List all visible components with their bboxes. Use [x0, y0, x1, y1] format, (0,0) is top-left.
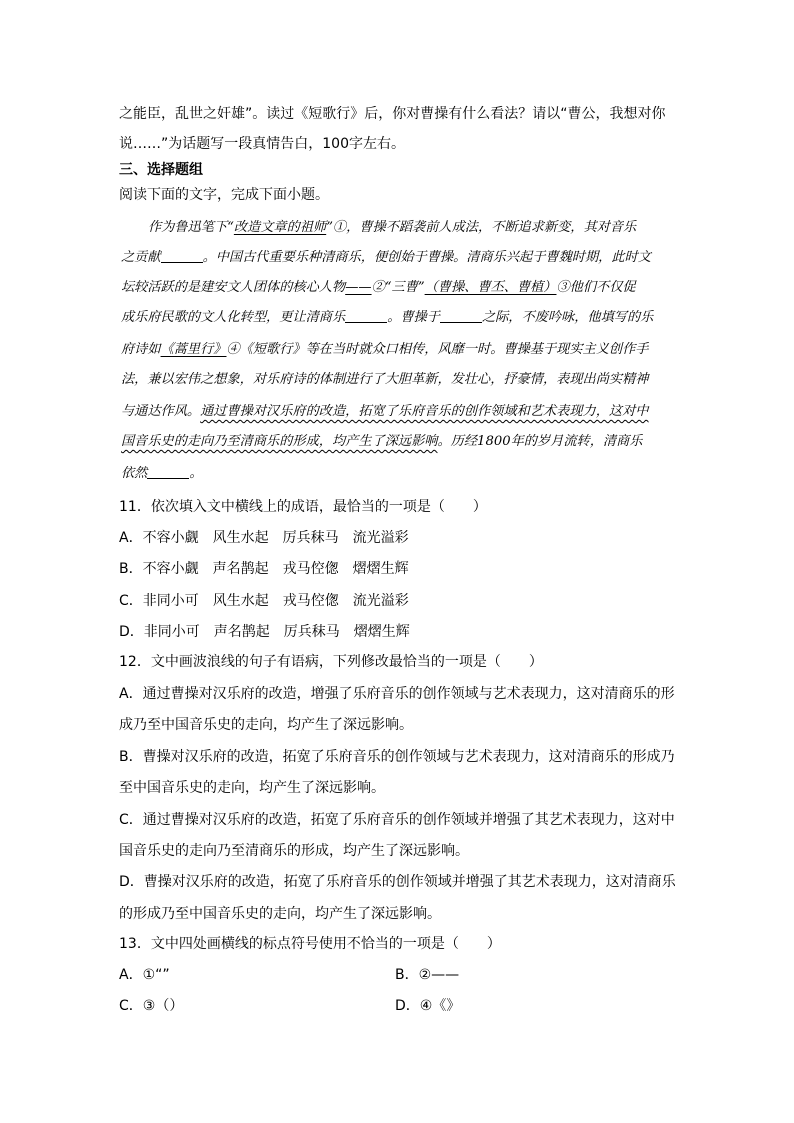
fill-blank-1	[161, 248, 203, 263]
section-instruction: 阅读下面的文字，完成下面小题。	[119, 187, 329, 203]
passage-text: 。中国古代重要乐种清商乐，便创始于曹操。清商乐兴起于曹魏时期，此时文	[202, 250, 651, 265]
underlined-phrase: 改造文章的祖师	[233, 220, 327, 235]
passage-text: 依然	[121, 466, 148, 481]
option-a: A．不容小觑 风生水起 厉兵秣马 流光溢彩	[119, 530, 409, 546]
passage-text: 作为鲁迅笔下“	[148, 220, 234, 235]
passage-line-9	[121, 464, 203, 484]
option-b: B．②——	[395, 967, 460, 983]
question-stem: 13．文中四处画横线的标点符号使用不恰当的一项是（ ）	[119, 936, 501, 952]
passage-text: 之贡献	[121, 250, 161, 265]
option-b-line-2: 至中国音乐史的走向，均产生了深远影响。	[119, 780, 385, 796]
option-c: C．③（）	[119, 998, 184, 1014]
wavy-underlined-sentence: 国音乐史的走向乃至清商乐的形成，均产生了深远影响	[121, 434, 438, 449]
passage-text: 成乐府民歌的文人化转型，更让清商乐	[121, 310, 346, 325]
passage-line-7	[121, 402, 649, 422]
passage-text: 坛较活跃的是建安文人团体的核心人物	[121, 280, 346, 295]
underlined-book-title: 《蒿里行》	[160, 342, 227, 357]
option-c-line-1: C．通过曹操对汉乐府的改造，拓宽了乐府音乐的创作领域并增强了其艺术表现力，这对中	[119, 812, 675, 828]
option-d-line-2: 的形成乃至中国音乐史的走向，均产生了深远影响。	[119, 906, 441, 922]
fill-blank-4	[147, 464, 189, 479]
option-a-line-1: A．通过曹操对汉乐府的改造，增强了乐府音乐的创作领域与艺术表现力，这对清商乐的形	[119, 686, 675, 702]
intro-line-2: 说……”为话题写一段真情告白，100字左右。	[119, 136, 405, 152]
option-a: A．①“”	[119, 967, 170, 983]
option-b: B．不容小觑 声名鹊起 戎马倥偬 熠熠生辉	[119, 561, 409, 577]
underlined-dash: ——	[345, 280, 372, 295]
option-a-line-2: 成乃至中国音乐史的走向，均产生了深远影响。	[119, 717, 413, 733]
passage-text: ②“三曹”	[371, 280, 425, 295]
passage-line-1	[148, 218, 636, 238]
passage-line-3	[121, 278, 636, 298]
option-c: C．非同小可 风生水起 戎马倥偬 流光溢彩	[119, 593, 409, 609]
passage-text: 。	[189, 466, 203, 481]
wavy-underlined-sentence: 通过曹操对汉乐府的改造，拓宽了乐府音乐的创作领域和艺术表现力，这对中	[200, 404, 649, 419]
section-title: 三、选择题组	[119, 162, 203, 178]
underlined-parenthesis: （曹操、曹丕、曹植）	[424, 280, 557, 295]
passage-line-5	[121, 340, 649, 360]
passage-text: ”①，曹操不蹈袭前人成法，不断追求新变，其对音乐	[326, 220, 637, 235]
question-stem: 11．依次填入文中横线上的成语，最恰当的一项是（ ）	[119, 499, 487, 515]
passage-text: 之际，不废吟咏，他填写的乐	[481, 310, 654, 325]
question-stem: 12．文中画波浪线的句子有语病，下列修改最恰当的一项是（ ）	[119, 654, 543, 670]
passage-text: 府诗如	[121, 342, 161, 357]
fill-blank-2	[345, 308, 387, 323]
option-d: D．非同小可 声名鹊起 厉兵秣马 熠熠生辉	[119, 624, 410, 640]
fill-blank-3	[440, 308, 482, 323]
passage-text: ④《短歌行》等在当时就众口相传，风靡一时。曹操基于现实主义创作手	[226, 342, 649, 357]
option-d: D．④《》	[395, 998, 461, 1014]
passage-line-8	[121, 432, 643, 452]
option-d-line-1: D．曹操对汉乐府的改造，拓宽了乐府音乐的创作领域并增强了其艺术表现力，这对清商乐	[119, 874, 676, 890]
option-c-line-2: 国音乐史的走向乃至清商乐的形成，均产生了深远影响。	[119, 843, 469, 859]
passage-text: ③他们不仅促	[556, 280, 636, 295]
passage-text: 与通达作风。	[121, 404, 201, 419]
option-b-line-1: B．曹操对汉乐府的改造，拓宽了乐府音乐的创作领域与艺术表现力，这对清商乐的形成乃	[119, 749, 675, 765]
passage-line-4	[121, 308, 653, 328]
passage-text: 。曹操于	[387, 310, 440, 325]
passage-line-6: 法，兼以宏伟之想象，对乐府诗的体制进行了大胆革新，发壮心，抒豪情，表现出尚实精神	[121, 372, 649, 387]
passage-text: 。历经1800年的岁月流转，清商乐	[437, 434, 643, 449]
intro-line-1: 之能臣，乱世之奸雄”。读过《短歌行》后，你对曹操有什么看法？请以“曹公，我想对你	[119, 106, 666, 122]
passage-line-2	[121, 248, 651, 268]
